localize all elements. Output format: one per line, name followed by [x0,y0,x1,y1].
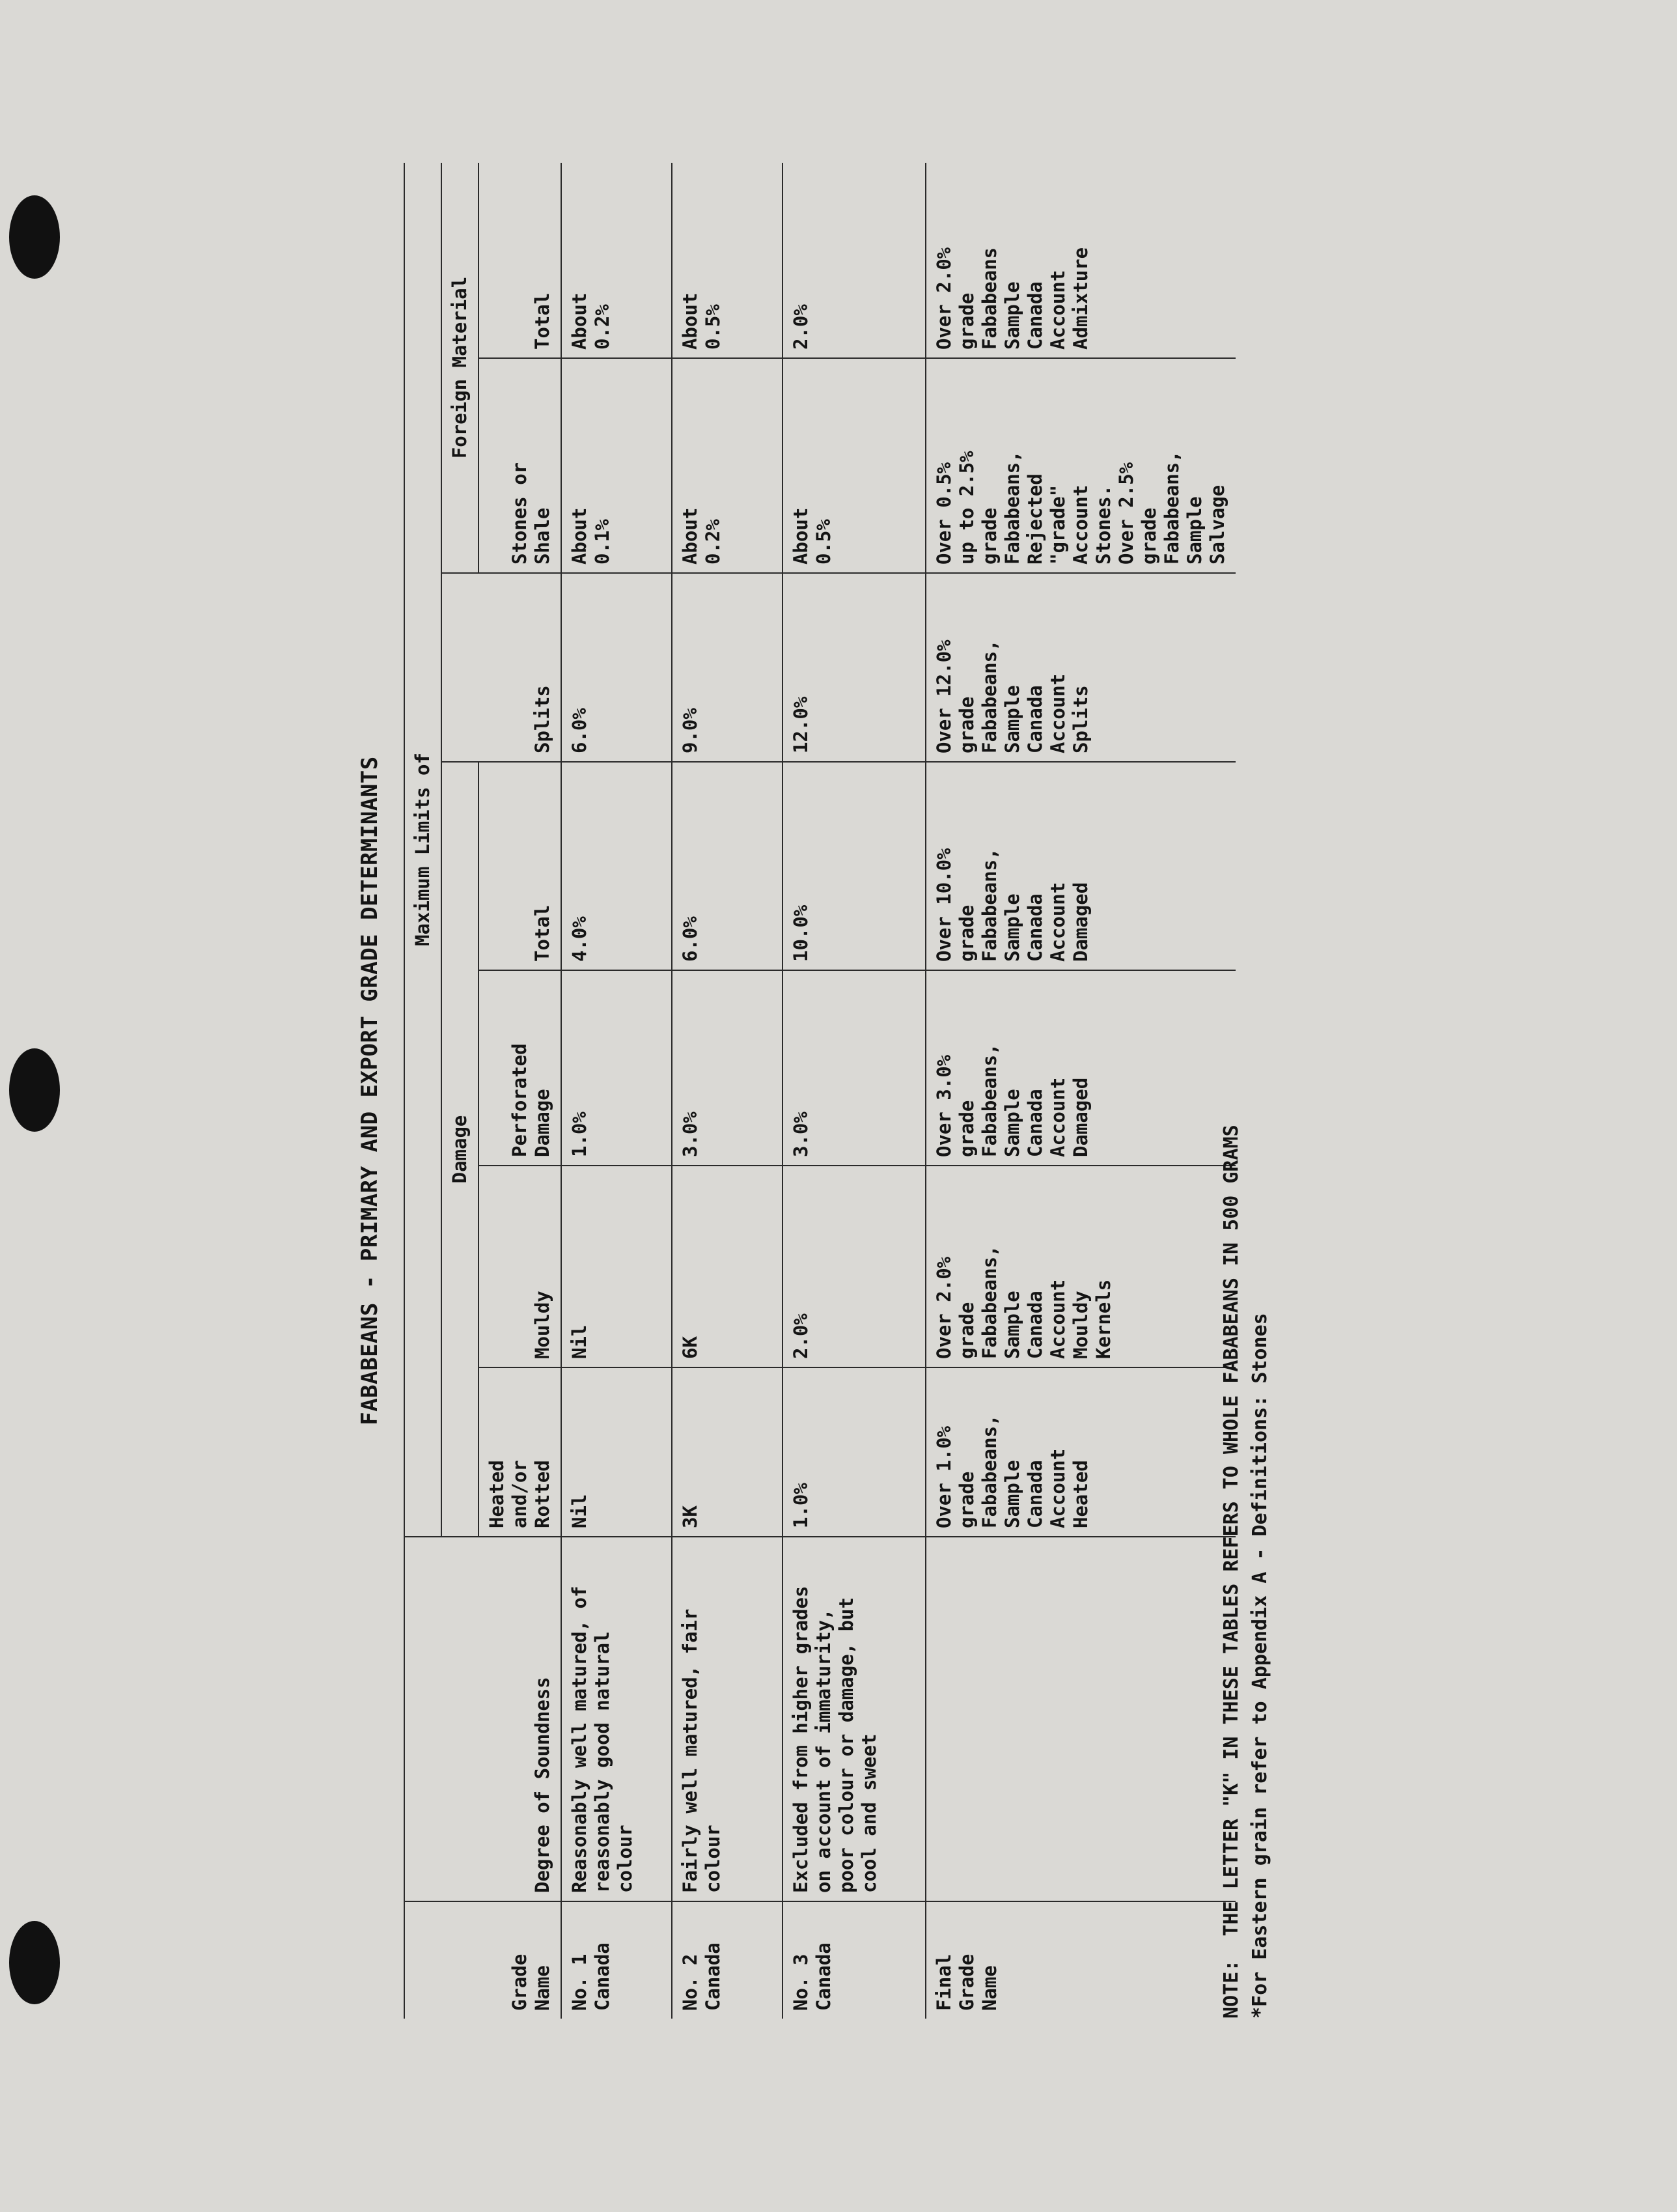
table-row [783,163,926,2019]
foreign-total-cell: About 0.2% [561,163,672,358]
damage-total-cell: 10.0% [783,762,926,970]
damage-total-cell: 6.0% [672,762,783,970]
header-row-2 [441,163,478,2019]
header-blank [404,1537,441,1901]
header-foreign-total: Total [478,163,561,358]
binder-hole-icon [9,1048,60,1132]
splits-cell: 9.0% [672,573,783,762]
heated-cell: Over 1.0% grade Fababeans, Sample Canada Account Heated [926,1367,1236,1537]
damage-total-cell: 4.0% [561,762,672,970]
perforated-cell: 1.0% [561,970,672,1166]
header-damage-total: Total [478,762,561,970]
grade-cell: No. 1 Canada [561,1901,672,2019]
grade-determinants-table [404,163,1236,2019]
rotated-table-page [326,163,1289,2019]
header-blank [441,573,478,762]
header-mouldy: Mouldy [478,1166,561,1367]
table-row [672,163,783,2019]
perforated-cell: Over 3.0% grade Fababeans, Sample Canada Account Damaged [926,970,1236,1166]
soundness-cell: Fairly well matured, fair colour [672,1537,783,1901]
splits-cell: 12.0% [783,573,926,762]
grade-cell: No. 3 Canada [783,1901,926,2019]
mouldy-cell: 2.0% [783,1166,926,1367]
header-blank [441,1537,478,1901]
soundness-cell [926,1537,1236,1901]
table-title: FABABEANS - PRIMARY AND EXPORT GRADE DETERMINANTS [357,756,383,1425]
grade-cell: No. 2 Canada [672,1901,783,2019]
header-perforated: Perforated Damage [478,970,561,1166]
header-grade-name: Grade Name [478,1901,561,2019]
header-damage: Damage [441,762,478,1537]
mouldy-cell: Over 2.0% grade Fababeans, Sample Canada Account Mouldy Kernels [926,1166,1236,1367]
heated-cell: 3K [672,1367,783,1537]
splits-cell: 6.0% [561,573,672,762]
footnote-eastern-grain: *For Eastern grain refer to Appendix A - Definitions: Stones [1249,1313,1271,2019]
stones-cell: About 0.2% [672,358,783,573]
foreign-total-cell: Over 2.0% grade Fababeans Sample Canada Account Admixture [926,163,1236,358]
stones-cell: About 0.5% [783,358,926,573]
header-stones-shale: Stones or Shale [478,358,561,573]
perforated-cell: 3.0% [783,970,926,1166]
foreign-total-cell: 2.0% [783,163,926,358]
header-foreign-material: Foreign Material [441,163,478,573]
header-heated-rotted: Heated and/or Rotted [478,1367,561,1537]
header-blank [441,1901,478,2019]
grade-cell: Final Grade Name [926,1901,1236,2019]
heated-cell: Nil [561,1367,672,1537]
mouldy-cell: Nil [561,1166,672,1367]
header-row-1 [404,163,441,2019]
heated-cell: 1.0% [783,1367,926,1537]
binder-hole-icon [9,1921,60,2004]
header-degree-of-soundness: Degree of Soundness [478,1537,561,1901]
splits-cell: Over 12.0% grade Fababeans, Sample Canada Account Splits [926,573,1236,762]
soundness-cell: Excluded from higher grades on account of immaturity, poor colour or damage, but cool and sweet [783,1537,926,1901]
stones-cell: Over 0.5% up to 2.5% grade Fababeans, Rejected "grade" Account Stones. Over 2.5% grade Fababeans, Sample Salvage [926,358,1236,573]
mouldy-cell: 6K [672,1166,783,1367]
foreign-total-cell: About 0.5% [672,163,783,358]
header-splits: Splits [478,573,561,762]
perforated-cell: 3.0% [672,970,783,1166]
header-blank [404,1901,441,2019]
note-k-letter: NOTE: THE LETTER "K" IN THESE TABLES REFERS TO WHOLE FABABEANS IN 500 GRAMS [1220,1125,1243,2019]
stones-cell: About 0.1% [561,358,672,573]
soundness-cell: Reasonably well matured, of reasonably good natural colour [561,1537,672,1901]
header-max-limits: Maximum Limits of [404,163,441,1537]
notes-block [1217,163,1275,2019]
table-row [926,163,1236,2019]
binder-hole-icon [9,195,60,279]
table-row [561,163,672,2019]
header-row-3 [478,163,561,2019]
damage-total-cell: Over 10.0% grade Fababeans, Sample Canada Account Damaged [926,762,1236,970]
